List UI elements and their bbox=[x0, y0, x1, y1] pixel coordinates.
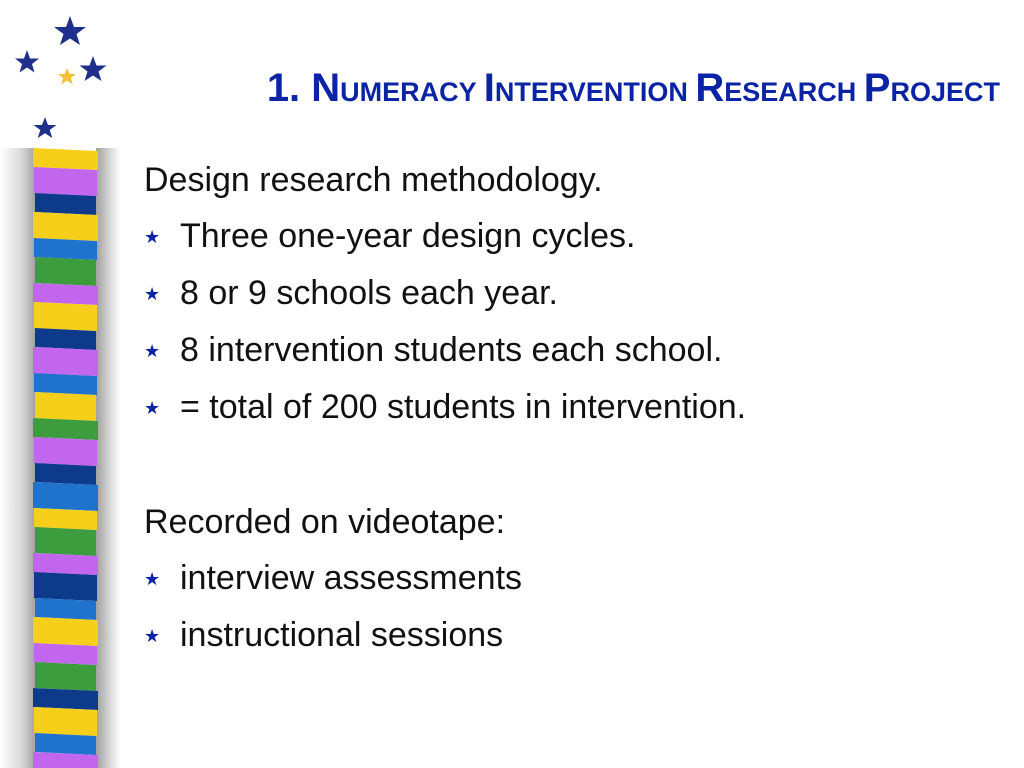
star-bullet-icon: ★ bbox=[144, 397, 161, 418]
stripe bbox=[33, 553, 98, 575]
bullet-item bbox=[144, 607, 1004, 664]
stripe bbox=[35, 598, 96, 620]
section-heading-videotape: Recorded on videotape: bbox=[144, 503, 506, 541]
stripe bbox=[35, 733, 96, 755]
stripe bbox=[35, 328, 96, 350]
stripe bbox=[34, 302, 97, 331]
spacer bbox=[144, 436, 1004, 494]
stripe bbox=[34, 508, 97, 530]
stripe bbox=[34, 437, 97, 466]
star-icon-navy bbox=[15, 50, 39, 73]
title-part: R bbox=[695, 66, 725, 110]
section-heading-design: Design research methodology. bbox=[144, 161, 603, 199]
title-part: 1. N bbox=[266, 66, 341, 110]
stripe bbox=[35, 392, 96, 421]
bullet-item bbox=[144, 379, 1004, 436]
star-icon-navy bbox=[34, 117, 57, 138]
title-part: UMERACY bbox=[340, 77, 484, 107]
star-bullet-icon: ★ bbox=[144, 283, 161, 304]
star-bullet-icon: ★ bbox=[144, 340, 161, 361]
band-right-shading bbox=[96, 148, 120, 768]
stripe bbox=[34, 238, 97, 260]
stripe bbox=[33, 688, 98, 710]
title-part: P bbox=[863, 66, 891, 110]
title-part: I bbox=[483, 66, 495, 110]
title-part: NTERVENTION bbox=[494, 77, 696, 107]
stripe bbox=[34, 572, 97, 601]
stripe bbox=[34, 167, 97, 196]
stripe bbox=[34, 707, 97, 736]
stripe bbox=[33, 148, 98, 170]
bullet-text: Three one-year design cycles. bbox=[180, 217, 636, 255]
stripe bbox=[33, 347, 98, 376]
star-bullet-icon: ★ bbox=[144, 226, 161, 247]
bullet-item bbox=[144, 208, 1004, 265]
stripe bbox=[33, 283, 98, 305]
slide-content bbox=[144, 152, 1004, 664]
bullet-item bbox=[144, 550, 1004, 607]
bullet-text: = total of 200 students in intervention. bbox=[180, 388, 747, 426]
bullet-text: 8 intervention students each school. bbox=[180, 331, 723, 369]
star-bullet-icon: ★ bbox=[144, 568, 161, 589]
title-part: ROJECT bbox=[890, 77, 1000, 107]
bullet-text: instructional sessions bbox=[180, 616, 504, 654]
stripe bbox=[35, 463, 96, 485]
stripe bbox=[33, 482, 98, 511]
stripe bbox=[33, 617, 98, 646]
stripe bbox=[34, 643, 97, 665]
star-bullet-icon: ★ bbox=[144, 625, 161, 646]
star-cluster bbox=[15, 16, 107, 138]
stripe bbox=[35, 662, 96, 691]
bullet-text: interview assessments bbox=[180, 559, 523, 597]
stripe bbox=[35, 257, 96, 286]
band-left-shading bbox=[0, 148, 36, 768]
color-stripes bbox=[33, 148, 98, 768]
title-part: ESEARCH bbox=[724, 77, 864, 107]
stripe bbox=[34, 373, 97, 395]
star-icon-navy bbox=[80, 56, 107, 81]
slide-title bbox=[200, 62, 1000, 118]
star-icon-gold bbox=[58, 68, 76, 85]
stripe bbox=[33, 212, 98, 241]
star-icon-navy bbox=[54, 16, 86, 45]
bullet-item bbox=[144, 322, 1004, 379]
bullet-item bbox=[144, 265, 1004, 322]
stripe bbox=[35, 527, 96, 556]
stripe bbox=[35, 193, 96, 215]
stripe bbox=[33, 418, 98, 440]
bullet-text: 8 or 9 schools each year. bbox=[180, 274, 559, 312]
decorative-band bbox=[0, 0, 130, 768]
